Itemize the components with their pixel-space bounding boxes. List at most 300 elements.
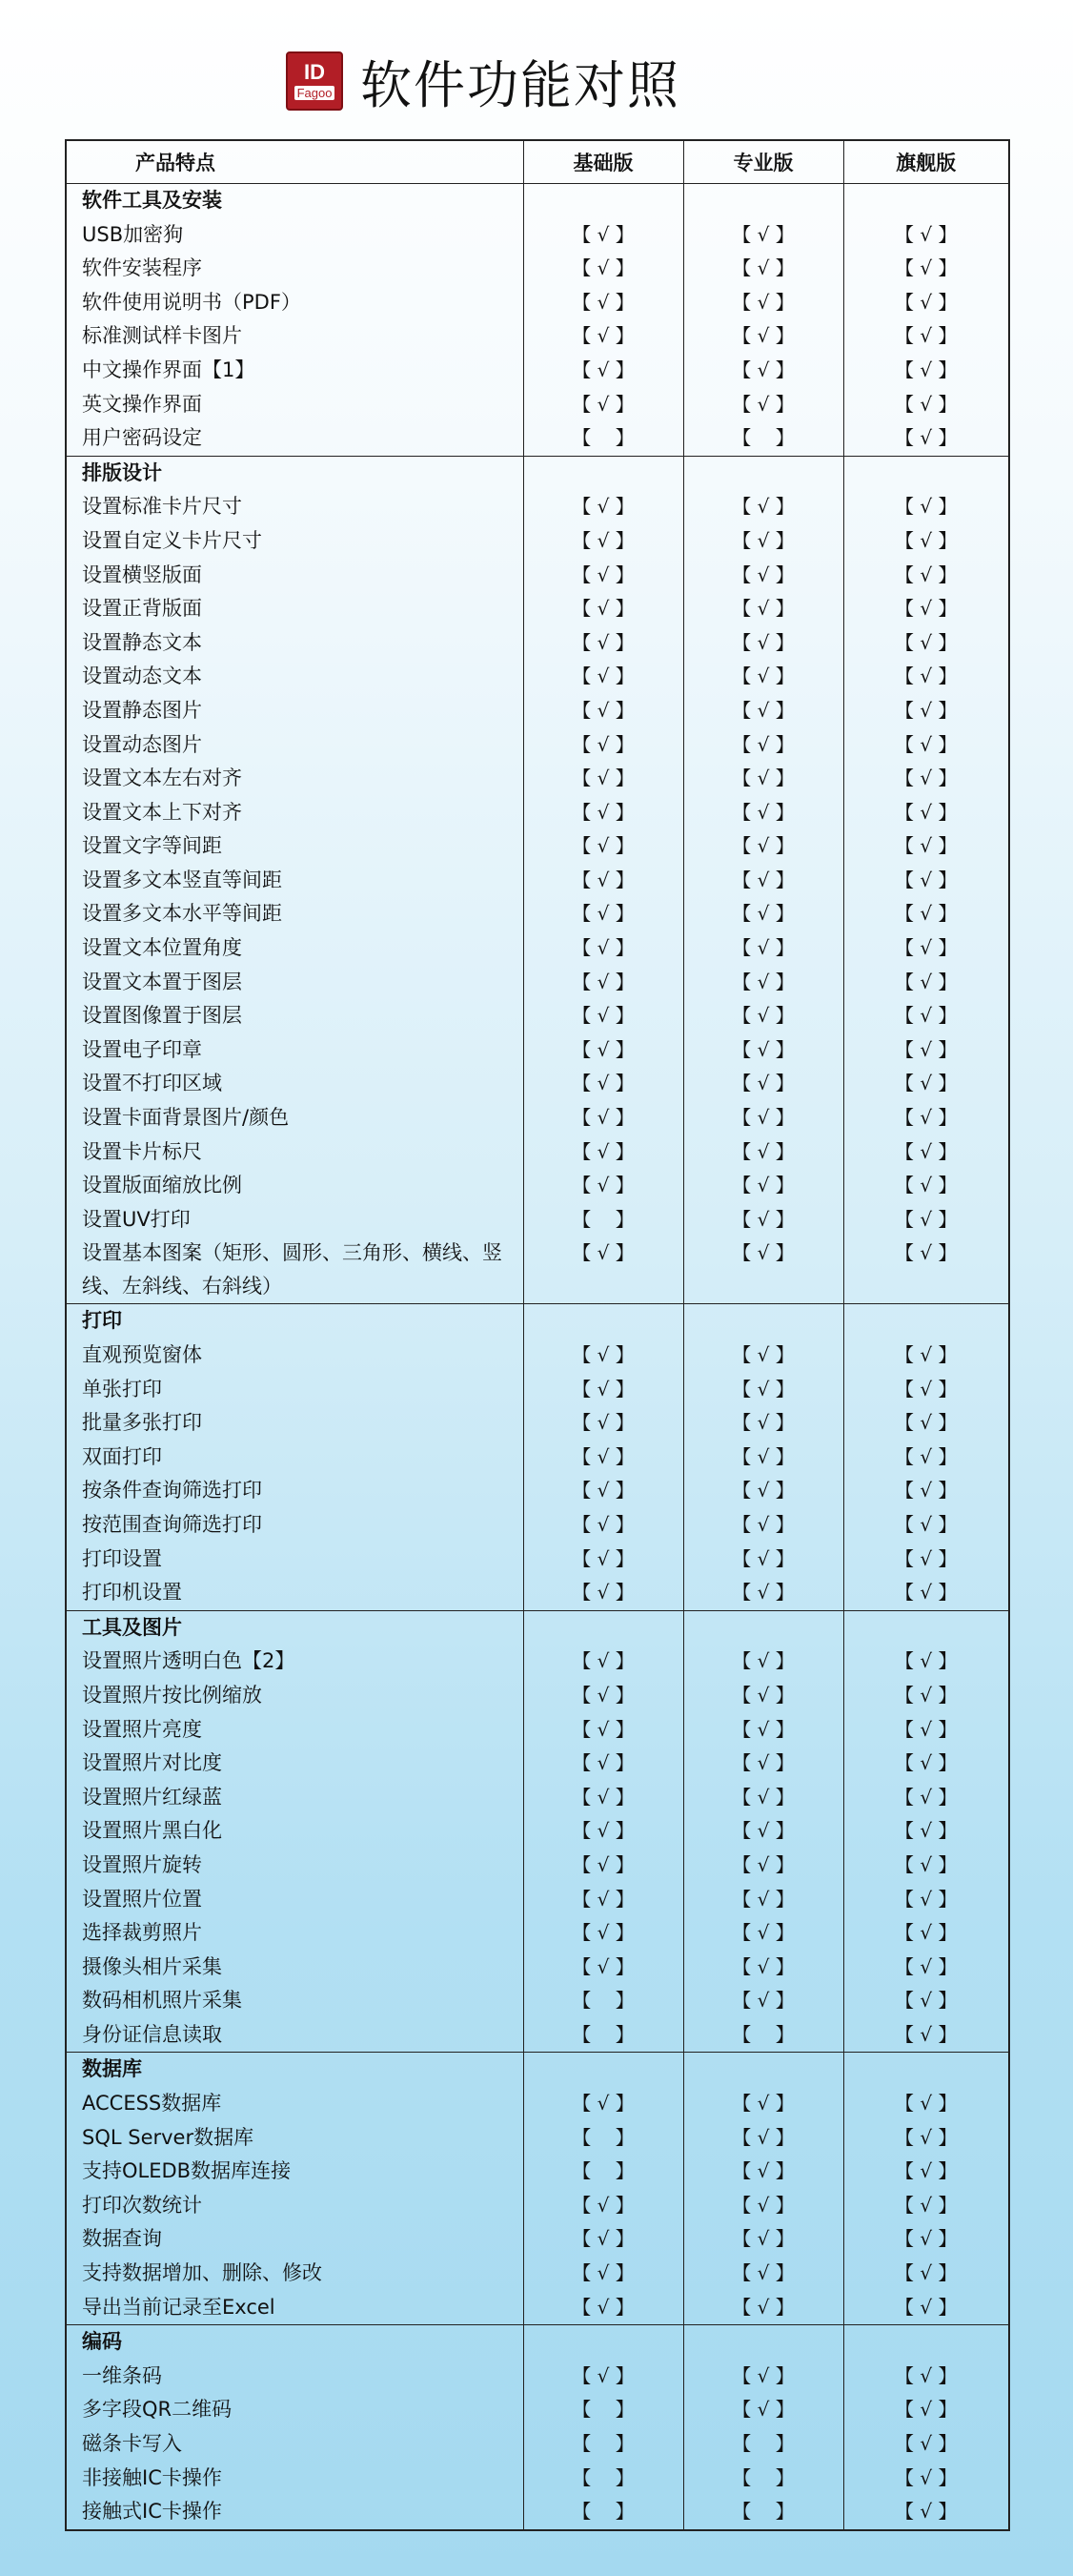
table-row bbox=[66, 354, 1009, 388]
table-row bbox=[66, 931, 1009, 966]
table-row bbox=[66, 1237, 1009, 1304]
basic-support-mark: 【 】 bbox=[523, 2121, 683, 2156]
basic-support-mark: 【 √ 】 bbox=[523, 559, 683, 593]
flagship-support-mark: 【 √ 】 bbox=[843, 1645, 1009, 1679]
basic-support-mark: 【 √ 】 bbox=[523, 1951, 683, 1985]
feature-label: 设置UV打印 bbox=[66, 1203, 523, 1237]
logo-text-top: ID bbox=[304, 60, 325, 84]
table-row bbox=[66, 2222, 1009, 2257]
basic-support-mark: 【 √ 】 bbox=[523, 2257, 683, 2291]
pro-support-mark: 【 √ 】 bbox=[683, 2155, 843, 2189]
feature-label: 按范围查询筛选打印 bbox=[66, 1508, 523, 1543]
pro-support-mark: 【 】 bbox=[683, 421, 843, 456]
table-row bbox=[66, 2018, 1009, 2053]
table-row bbox=[66, 286, 1009, 320]
feature-label: 设置多文本竖直等间距 bbox=[66, 864, 523, 898]
basic-support-mark: 【 √ 】 bbox=[523, 864, 683, 898]
basic-support-mark: 【 √ 】 bbox=[523, 388, 683, 422]
table-row bbox=[66, 1781, 1009, 1815]
pro-support-mark: 【 √ 】 bbox=[683, 728, 843, 763]
flagship-support-mark: 【 √ 】 bbox=[843, 2427, 1009, 2462]
flagship-support-mark: 【 √ 】 bbox=[843, 897, 1009, 931]
pro-support-mark: 【 √ 】 bbox=[683, 1951, 843, 1985]
table-row bbox=[66, 2257, 1009, 2291]
flagship-support-mark: 【 √ 】 bbox=[843, 2291, 1009, 2325]
flagship-support-mark: 【 √ 】 bbox=[843, 1067, 1009, 1101]
feature-label: 设置电子印章 bbox=[66, 1033, 523, 1068]
table-row bbox=[66, 897, 1009, 931]
table-row bbox=[66, 1101, 1009, 1135]
flagship-support-mark: 【 √ 】 bbox=[843, 559, 1009, 593]
basic-support-mark: 【 √ 】 bbox=[523, 1508, 683, 1543]
flagship-support-mark: 【 √ 】 bbox=[843, 1033, 1009, 1068]
basic-support-mark: 【 】 bbox=[523, 2155, 683, 2189]
feature-label: 身份证信息读取 bbox=[66, 2018, 523, 2053]
basic-support-mark: 【 】 bbox=[523, 2495, 683, 2530]
flagship-support-mark: 【 √ 】 bbox=[843, 2222, 1009, 2257]
header-feature: 产品特点 bbox=[66, 140, 523, 184]
feature-label: 导出当前记录至Excel bbox=[66, 2291, 523, 2325]
basic-support-mark: 【 √ 】 bbox=[523, 1747, 683, 1781]
flagship-support-mark: 【 √ 】 bbox=[843, 1169, 1009, 1203]
header-flagship: 旗舰版 bbox=[843, 140, 1009, 184]
table-row bbox=[66, 1441, 1009, 1475]
basic-support-mark: 【 √ 】 bbox=[523, 1441, 683, 1475]
table-row bbox=[66, 966, 1009, 1000]
basic-support-mark: 【 √ 】 bbox=[523, 660, 683, 694]
table-row bbox=[66, 2462, 1009, 2496]
basic-support-mark: 【 √ 】 bbox=[523, 286, 683, 320]
table-row bbox=[66, 252, 1009, 286]
page-title: 软件功能对照 bbox=[360, 54, 680, 115]
basic-support-mark: 【 √ 】 bbox=[523, 626, 683, 661]
feature-label: 数码相机照片采集 bbox=[66, 1984, 523, 2018]
flagship-support-mark: 【 √ 】 bbox=[843, 2087, 1009, 2121]
basic-support-mark: 【 √ 】 bbox=[523, 1916, 683, 1951]
feature-label: USB加密狗 bbox=[66, 218, 523, 253]
pro-support-mark: 【 √ 】 bbox=[683, 931, 843, 966]
flagship-support-mark: 【 √ 】 bbox=[843, 421, 1009, 456]
pro-support-mark: 【 √ 】 bbox=[683, 2291, 843, 2325]
feature-label: 一维条码 bbox=[66, 2360, 523, 2394]
table-row bbox=[66, 999, 1009, 1033]
pro-support-mark: 【 √ 】 bbox=[683, 1339, 843, 1373]
basic-support-mark: 【 √ 】 bbox=[523, 1169, 683, 1203]
pro-support-mark: 【 √ 】 bbox=[683, 1781, 843, 1815]
flagship-support-mark: 【 √ 】 bbox=[843, 762, 1009, 796]
table-row bbox=[66, 626, 1009, 661]
pro-support-mark: 【 】 bbox=[683, 2427, 843, 2462]
feature-label: 设置基本图案（矩形、圆形、三角形、横线、竖线、左斜线、右斜线） bbox=[66, 1237, 523, 1304]
basic-support-mark: 【 √ 】 bbox=[523, 1849, 683, 1883]
feature-label: 批量多张打印 bbox=[66, 1406, 523, 1441]
pro-support-mark: 【 √ 】 bbox=[683, 2222, 843, 2257]
table-row bbox=[66, 762, 1009, 796]
flagship-support-mark: 【 √ 】 bbox=[843, 1237, 1009, 1304]
table-row bbox=[66, 660, 1009, 694]
flagship-support-mark: 【 √ 】 bbox=[843, 1781, 1009, 1815]
table-row bbox=[66, 1339, 1009, 1373]
pro-support-mark: 【 √ 】 bbox=[683, 897, 843, 931]
flagship-support-mark: 【 √ 】 bbox=[843, 694, 1009, 728]
flagship-support-mark: 【 √ 】 bbox=[843, 1203, 1009, 1237]
basic-support-mark: 【 √ 】 bbox=[523, 931, 683, 966]
pro-support-mark: 【 √ 】 bbox=[683, 1747, 843, 1781]
section-title: 数据库 bbox=[66, 2053, 523, 2087]
flagship-support-mark: 【 √ 】 bbox=[843, 1576, 1009, 1610]
basic-support-mark: 【 】 bbox=[523, 2018, 683, 2053]
pro-support-mark: 【 √ 】 bbox=[683, 218, 843, 253]
feature-label: 设置标准卡片尺寸 bbox=[66, 490, 523, 524]
pro-support-mark: 【 √ 】 bbox=[683, 1916, 843, 1951]
section-empty-cell bbox=[843, 1610, 1009, 1645]
feature-label: 设置静态文本 bbox=[66, 626, 523, 661]
feature-label: 摄像头相片采集 bbox=[66, 1951, 523, 1985]
flagship-support-mark: 【 √ 】 bbox=[843, 1713, 1009, 1748]
feature-label: 设置照片按比例缩放 bbox=[66, 1679, 523, 1713]
feature-label: 设置文本左右对齐 bbox=[66, 762, 523, 796]
feature-label: 打印次数统计 bbox=[66, 2189, 523, 2223]
table-row bbox=[66, 728, 1009, 763]
pro-support-mark: 【 √ 】 bbox=[683, 524, 843, 559]
flagship-support-mark: 【 √ 】 bbox=[843, 2257, 1009, 2291]
pro-support-mark: 【 √ 】 bbox=[683, 1373, 843, 1407]
flagship-support-mark: 【 √ 】 bbox=[843, 1951, 1009, 1985]
table-row bbox=[66, 1951, 1009, 1985]
basic-support-mark: 【 √ 】 bbox=[523, 2291, 683, 2325]
feature-label: 标准测试样卡图片 bbox=[66, 319, 523, 354]
pro-support-mark: 【 √ 】 bbox=[683, 252, 843, 286]
table-row bbox=[66, 2189, 1009, 2223]
basic-support-mark: 【 √ 】 bbox=[523, 897, 683, 931]
basic-support-mark: 【 √ 】 bbox=[523, 762, 683, 796]
section-header-row bbox=[66, 1304, 1009, 1339]
flagship-support-mark: 【 √ 】 bbox=[843, 660, 1009, 694]
pro-support-mark: 【 √ 】 bbox=[683, 286, 843, 320]
flagship-support-mark: 【 √ 】 bbox=[843, 1441, 1009, 1475]
flagship-support-mark: 【 √ 】 bbox=[843, 1543, 1009, 1577]
pro-support-mark: 【 √ 】 bbox=[683, 966, 843, 1000]
table-row bbox=[66, 796, 1009, 830]
feature-label: 设置照片黑白化 bbox=[66, 1814, 523, 1849]
pro-support-mark: 【 √ 】 bbox=[683, 1814, 843, 1849]
pro-support-mark: 【 √ 】 bbox=[683, 1169, 843, 1203]
table-row bbox=[66, 2087, 1009, 2121]
flagship-support-mark: 【 √ 】 bbox=[843, 2018, 1009, 2053]
pro-support-mark: 【 √ 】 bbox=[683, 796, 843, 830]
pro-support-mark: 【 √ 】 bbox=[683, 1576, 843, 1610]
table-row bbox=[66, 1203, 1009, 1237]
basic-support-mark: 【 】 bbox=[523, 2393, 683, 2427]
table-body bbox=[66, 184, 1009, 2530]
pro-support-mark: 【 √ 】 bbox=[683, 1883, 843, 1917]
pro-support-mark: 【 】 bbox=[683, 2018, 843, 2053]
table-row bbox=[66, 2121, 1009, 2156]
pro-support-mark: 【 √ 】 bbox=[683, 762, 843, 796]
table-row bbox=[66, 1067, 1009, 1101]
table-row bbox=[66, 218, 1009, 253]
section-header-row bbox=[66, 2325, 1009, 2360]
flagship-support-mark: 【 √ 】 bbox=[843, 2155, 1009, 2189]
flagship-support-mark: 【 √ 】 bbox=[843, 2393, 1009, 2427]
flagship-support-mark: 【 √ 】 bbox=[843, 999, 1009, 1033]
basic-support-mark: 【 √ 】 bbox=[523, 1713, 683, 1748]
table-row bbox=[66, 1883, 1009, 1917]
section-title: 打印 bbox=[66, 1304, 523, 1339]
page-header bbox=[286, 50, 680, 115]
pro-support-mark: 【 √ 】 bbox=[683, 999, 843, 1033]
basic-support-mark: 【 √ 】 bbox=[523, 1814, 683, 1849]
feature-label: SQL Server数据库 bbox=[66, 2121, 523, 2156]
flagship-support-mark: 【 √ 】 bbox=[843, 2121, 1009, 2156]
section-empty-cell bbox=[523, 2325, 683, 2360]
flagship-support-mark: 【 √ 】 bbox=[843, 1373, 1009, 1407]
logo-text-bottom: Fagoo bbox=[294, 86, 335, 100]
pro-support-mark: 【 √ 】 bbox=[683, 864, 843, 898]
section-header-row bbox=[66, 456, 1009, 490]
section-empty-cell bbox=[683, 456, 843, 490]
flagship-support-mark: 【 √ 】 bbox=[843, 1339, 1009, 1373]
basic-support-mark: 【 √ 】 bbox=[523, 1237, 683, 1304]
basic-support-mark: 【 】 bbox=[523, 421, 683, 456]
section-empty-cell bbox=[843, 184, 1009, 218]
basic-support-mark: 【 √ 】 bbox=[523, 1101, 683, 1135]
feature-label: 设置不打印区域 bbox=[66, 1067, 523, 1101]
flagship-support-mark: 【 √ 】 bbox=[843, 2189, 1009, 2223]
basic-support-mark: 【 √ 】 bbox=[523, 354, 683, 388]
feature-label: 用户密码设定 bbox=[66, 421, 523, 456]
basic-support-mark: 【 √ 】 bbox=[523, 252, 683, 286]
pro-support-mark: 【 √ 】 bbox=[683, 592, 843, 626]
basic-support-mark: 【 √ 】 bbox=[523, 2360, 683, 2394]
header-basic: 基础版 bbox=[523, 140, 683, 184]
basic-support-mark: 【 √ 】 bbox=[523, 524, 683, 559]
pro-support-mark: 【 √ 】 bbox=[683, 1203, 843, 1237]
table-row bbox=[66, 1679, 1009, 1713]
table-row bbox=[66, 524, 1009, 559]
basic-support-mark: 【 】 bbox=[523, 1984, 683, 2018]
table-row bbox=[66, 2155, 1009, 2189]
pro-support-mark: 【 √ 】 bbox=[683, 1713, 843, 1748]
flagship-support-mark: 【 √ 】 bbox=[843, 490, 1009, 524]
feature-label: 非接触IC卡操作 bbox=[66, 2462, 523, 2496]
flagship-support-mark: 【 √ 】 bbox=[843, 2360, 1009, 2394]
table-row bbox=[66, 2393, 1009, 2427]
flagship-support-mark: 【 √ 】 bbox=[843, 354, 1009, 388]
table-row bbox=[66, 1508, 1009, 1543]
table-row bbox=[66, 2427, 1009, 2462]
flagship-support-mark: 【 √ 】 bbox=[843, 218, 1009, 253]
feature-label: 设置多文本水平等间距 bbox=[66, 897, 523, 931]
pro-support-mark: 【 √ 】 bbox=[683, 1645, 843, 1679]
flagship-support-mark: 【 √ 】 bbox=[843, 796, 1009, 830]
flagship-support-mark: 【 √ 】 bbox=[843, 1474, 1009, 1508]
pro-support-mark: 【 √ 】 bbox=[683, 1984, 843, 2018]
table-row bbox=[66, 1474, 1009, 1508]
table-row bbox=[66, 1814, 1009, 1849]
basic-support-mark: 【 √ 】 bbox=[523, 999, 683, 1033]
table-row bbox=[66, 1373, 1009, 1407]
feature-label: 设置照片对比度 bbox=[66, 1747, 523, 1781]
basic-support-mark: 【 √ 】 bbox=[523, 1033, 683, 1068]
section-title: 编码 bbox=[66, 2325, 523, 2360]
flagship-support-mark: 【 √ 】 bbox=[843, 864, 1009, 898]
pro-support-mark: 【 √ 】 bbox=[683, 829, 843, 864]
feature-label: 双面打印 bbox=[66, 1441, 523, 1475]
feature-label: 中文操作界面【1】 bbox=[66, 354, 523, 388]
feature-label: 支持数据增加、删除、修改 bbox=[66, 2257, 523, 2291]
section-empty-cell bbox=[683, 184, 843, 218]
flagship-support-mark: 【 √ 】 bbox=[843, 286, 1009, 320]
pro-support-mark: 【 √ 】 bbox=[683, 694, 843, 728]
basic-support-mark: 【 √ 】 bbox=[523, 218, 683, 253]
flagship-support-mark: 【 √ 】 bbox=[843, 1406, 1009, 1441]
flagship-support-mark: 【 √ 】 bbox=[843, 728, 1009, 763]
table-row bbox=[66, 864, 1009, 898]
flagship-support-mark: 【 √ 】 bbox=[843, 252, 1009, 286]
feature-label: 设置照片旋转 bbox=[66, 1849, 523, 1883]
basic-support-mark: 【 √ 】 bbox=[523, 796, 683, 830]
pro-support-mark: 【 √ 】 bbox=[683, 2393, 843, 2427]
section-empty-cell bbox=[683, 2053, 843, 2087]
section-title: 工具及图片 bbox=[66, 1610, 523, 1645]
basic-support-mark: 【 √ 】 bbox=[523, 694, 683, 728]
basic-support-mark: 【 】 bbox=[523, 1203, 683, 1237]
feature-label: 软件安装程序 bbox=[66, 252, 523, 286]
pro-support-mark: 【 √ 】 bbox=[683, 2087, 843, 2121]
feature-label: 设置文本置于图层 bbox=[66, 966, 523, 1000]
section-empty-cell bbox=[523, 2053, 683, 2087]
flagship-support-mark: 【 √ 】 bbox=[843, 1883, 1009, 1917]
section-title: 软件工具及安装 bbox=[66, 184, 523, 218]
table-row bbox=[66, 490, 1009, 524]
feature-label: 数据查询 bbox=[66, 2222, 523, 2257]
basic-support-mark: 【 √ 】 bbox=[523, 1781, 683, 1815]
feature-label: 单张打印 bbox=[66, 1373, 523, 1407]
pro-support-mark: 【 √ 】 bbox=[683, 1474, 843, 1508]
section-empty-cell bbox=[523, 1304, 683, 1339]
pro-support-mark: 【 √ 】 bbox=[683, 2360, 843, 2394]
basic-support-mark: 【 √ 】 bbox=[523, 1474, 683, 1508]
basic-support-mark: 【 】 bbox=[523, 2427, 683, 2462]
pro-support-mark: 【 √ 】 bbox=[683, 2121, 843, 2156]
section-header-row bbox=[66, 2053, 1009, 2087]
pro-support-mark: 【 √ 】 bbox=[683, 1406, 843, 1441]
feature-label: 设置卡片标尺 bbox=[66, 1135, 523, 1170]
basic-support-mark: 【 √ 】 bbox=[523, 1543, 683, 1577]
table-row bbox=[66, 2291, 1009, 2325]
feature-label: 设置文本上下对齐 bbox=[66, 796, 523, 830]
feature-label: 按条件查询筛选打印 bbox=[66, 1474, 523, 1508]
basic-support-mark: 【 √ 】 bbox=[523, 1679, 683, 1713]
table-row bbox=[66, 592, 1009, 626]
flagship-support-mark: 【 √ 】 bbox=[843, 966, 1009, 1000]
feature-comparison-table bbox=[65, 139, 1010, 2531]
feature-label: 英文操作界面 bbox=[66, 388, 523, 422]
table-row bbox=[66, 1135, 1009, 1170]
feature-label: 支持OLEDB数据库连接 bbox=[66, 2155, 523, 2189]
flagship-support-mark: 【 √ 】 bbox=[843, 1679, 1009, 1713]
feature-label: 设置文本位置角度 bbox=[66, 931, 523, 966]
table-row bbox=[66, 1543, 1009, 1577]
feature-label: 选择裁剪照片 bbox=[66, 1916, 523, 1951]
feature-label: 设置横竖版面 bbox=[66, 559, 523, 593]
section-header-row bbox=[66, 184, 1009, 218]
feature-label: 设置动态文本 bbox=[66, 660, 523, 694]
basic-support-mark: 【 √ 】 bbox=[523, 728, 683, 763]
feature-label: 设置版面缩放比例 bbox=[66, 1169, 523, 1203]
pro-support-mark: 【 √ 】 bbox=[683, 1441, 843, 1475]
flagship-support-mark: 【 √ 】 bbox=[843, 2495, 1009, 2530]
pro-support-mark: 【 】 bbox=[683, 2495, 843, 2530]
table-row bbox=[66, 559, 1009, 593]
table-row bbox=[66, 319, 1009, 354]
header-pro: 专业版 bbox=[683, 140, 843, 184]
section-title: 排版设计 bbox=[66, 456, 523, 490]
flagship-support-mark: 【 √ 】 bbox=[843, 388, 1009, 422]
feature-label: 设置照片位置 bbox=[66, 1883, 523, 1917]
feature-label: 设置文字等间距 bbox=[66, 829, 523, 864]
flagship-support-mark: 【 √ 】 bbox=[843, 931, 1009, 966]
table-row bbox=[66, 421, 1009, 456]
table-row bbox=[66, 1576, 1009, 1610]
table-header-row bbox=[66, 140, 1009, 184]
pro-support-mark: 【 】 bbox=[683, 2462, 843, 2496]
feature-label: 设置静态图片 bbox=[66, 694, 523, 728]
feature-label: 磁条卡写入 bbox=[66, 2427, 523, 2462]
basic-support-mark: 【 √ 】 bbox=[523, 1135, 683, 1170]
flagship-support-mark: 【 √ 】 bbox=[843, 1814, 1009, 1849]
feature-label: 设置动态图片 bbox=[66, 728, 523, 763]
table-row bbox=[66, 1984, 1009, 2018]
section-empty-cell bbox=[523, 184, 683, 218]
flagship-support-mark: 【 √ 】 bbox=[843, 1747, 1009, 1781]
pro-support-mark: 【 √ 】 bbox=[683, 626, 843, 661]
flagship-support-mark: 【 √ 】 bbox=[843, 1135, 1009, 1170]
section-empty-cell bbox=[683, 1304, 843, 1339]
table-row bbox=[66, 829, 1009, 864]
section-header-row bbox=[66, 1610, 1009, 1645]
section-empty-cell bbox=[683, 1610, 843, 1645]
table-row bbox=[66, 1747, 1009, 1781]
basic-support-mark: 【 √ 】 bbox=[523, 966, 683, 1000]
table-row bbox=[66, 1406, 1009, 1441]
feature-label: 软件使用说明书（PDF） bbox=[66, 286, 523, 320]
feature-label: 设置卡面背景图片/颜色 bbox=[66, 1101, 523, 1135]
pro-support-mark: 【 √ 】 bbox=[683, 1101, 843, 1135]
pro-support-mark: 【 √ 】 bbox=[683, 354, 843, 388]
table-row bbox=[66, 694, 1009, 728]
feature-label: 设置照片透明白色【2】 bbox=[66, 1645, 523, 1679]
pro-support-mark: 【 √ 】 bbox=[683, 660, 843, 694]
pro-support-mark: 【 √ 】 bbox=[683, 1679, 843, 1713]
section-empty-cell bbox=[843, 1304, 1009, 1339]
pro-support-mark: 【 √ 】 bbox=[683, 490, 843, 524]
basic-support-mark: 【 √ 】 bbox=[523, 592, 683, 626]
basic-support-mark: 【 √ 】 bbox=[523, 490, 683, 524]
table-row bbox=[66, 2360, 1009, 2394]
section-empty-cell bbox=[523, 456, 683, 490]
feature-label: 设置图像置于图层 bbox=[66, 999, 523, 1033]
flagship-support-mark: 【 √ 】 bbox=[843, 626, 1009, 661]
basic-support-mark: 【 √ 】 bbox=[523, 1406, 683, 1441]
table-row bbox=[66, 1169, 1009, 1203]
flagship-support-mark: 【 √ 】 bbox=[843, 829, 1009, 864]
brand-logo bbox=[286, 51, 343, 111]
basic-support-mark: 【 √ 】 bbox=[523, 2189, 683, 2223]
pro-support-mark: 【 √ 】 bbox=[683, 1135, 843, 1170]
basic-support-mark: 【 √ 】 bbox=[523, 1883, 683, 1917]
